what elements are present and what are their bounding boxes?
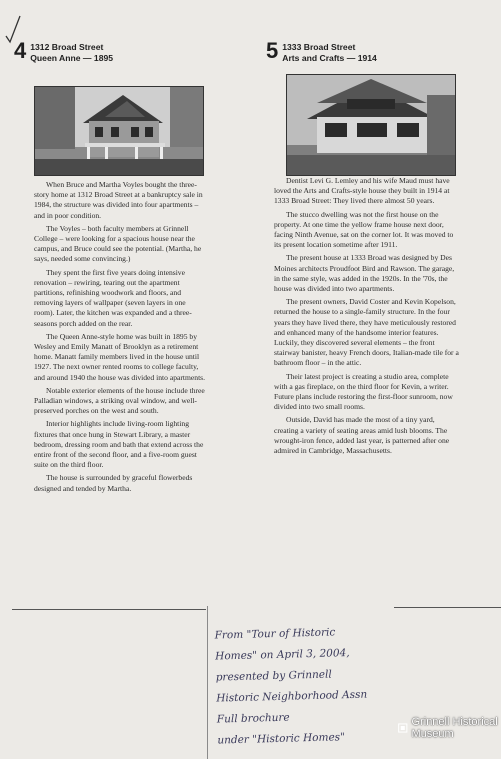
house-4-photo xyxy=(34,86,204,176)
house-style: Arts and Crafts — 1914 xyxy=(282,53,377,63)
paragraph: When Bruce and Martha Voyles bought the three-story home at 1312 Broad Street at a bankruptcy sale in 1984, the structure was divided into four apartments – and in poor condition. xyxy=(34,180,203,220)
note-line: Historic Neighborhood Assn xyxy=(216,688,368,705)
house-number: 5 xyxy=(266,38,279,63)
house-5-text xyxy=(274,176,460,459)
house-4-section xyxy=(14,36,214,64)
paragraph: Notable exterior elements of the house include three Palladian windows, a striking oval window, and well-preserved porches on the west and south. xyxy=(34,385,205,416)
museum-logo-icon xyxy=(398,721,408,735)
paragraph: The present house at 1333 Broad was designed by Des Moines architects Proudfoot Bird and Rawson. The garage, in the same style, was added in the 1920s. In the '70s, the house was divided into two apartments. xyxy=(274,253,455,294)
house-style: Queen Anne — 1895 xyxy=(30,53,114,63)
house-address: 1333 Broad Street xyxy=(282,42,356,52)
divider-line xyxy=(394,607,501,608)
divider-line xyxy=(12,609,206,610)
house-5-photo xyxy=(286,74,456,176)
paragraph: The present owners, David Coster and Kevin Kopelson, returned the house to a single-family structure. In the four years they have lived there, they have meticulously restored and enhanced many of the handsome interior features. Luckily, they discovered several elements – the front stairway banister, heavy French doors, Italian-made tile for a bathroom floor – in the attic. xyxy=(274,297,459,368)
house-5-header xyxy=(266,36,480,64)
paragraph: The Queen Anne-style home was built in 1895 by Wesley and Emily Manatt of Brooklyn as a retirement home. Manatt family members lived in the house until 1927. The next owner rented rooms to college faculty, and around 1940 the house was divided into apartments. xyxy=(34,331,206,382)
paragraph: The stucco dwelling was not the first house on the property. At one time the yellow frame house next door, facing Ninth Avenue, sat on the corner lot. It was moved to its present location sometime after 1911. xyxy=(274,209,454,250)
note-line: under "Historic Homes" xyxy=(217,731,346,747)
paragraph: The Voyles – both faculty members at Grinnell College – were looking for a spacious house near the campus, and Bruce could see the potential. (Martha, he says, needed some convincing.) xyxy=(34,223,202,264)
paragraph: Outside, David has made the most of a tiny yard, creating a variety of seating areas amid lush blooms. The wrought-iron fence, added last year, is patterned after one admired in Cambridge, Massachusetts. xyxy=(274,415,450,456)
paragraph: Interior highlights include living-room lighting fixtures that once hung in Stewart Library, a master bedroom, dressing room and bath that extend across the entire front of the second floor, and a five-room guest suite on the third floor. xyxy=(34,419,204,470)
note-line: presented by Grinnell xyxy=(215,668,332,684)
watermark-text: Grinnell Historical Museum xyxy=(411,716,498,740)
paragraph: They spent the first five years doing intensive renovation – rewiring, tearing out the apartment partitions, refinishing woodwork and floors, and removing layers of wallpaper (seven layers in one room). Later, the kitchen was expanded and a three-seasons porch added on the rear. xyxy=(34,267,192,328)
house-5-section xyxy=(266,36,480,64)
paragraph: The house is surrounded by graceful flowerbeds designed and tended by Martha. xyxy=(34,473,193,493)
fold-line xyxy=(207,606,208,759)
paragraph: Dentist Levi G. Lemley and his wife Maud must have loved the Arts and Crafts-style house they built in 1914 at 1333 Broad Street: They lived there almost 50 years. xyxy=(274,176,450,206)
note-line: From "Tour of Historic xyxy=(214,626,336,642)
house-address: 1312 Broad Street xyxy=(30,42,104,52)
house-number: 4 xyxy=(14,38,27,63)
paragraph: Their latest project is creating a studio area, complete with a gas fireplace, on the third floor for Kevin, a writer. Future plans include restoring the first-floor sunroom, now divided into two small rooms. xyxy=(274,371,453,412)
house-4-header xyxy=(14,36,214,64)
house-4-text xyxy=(34,180,206,497)
note-line: Full brochure xyxy=(216,711,290,726)
museum-watermark xyxy=(398,716,501,740)
note-line: Homes" on April 3, 2004, xyxy=(215,647,350,663)
